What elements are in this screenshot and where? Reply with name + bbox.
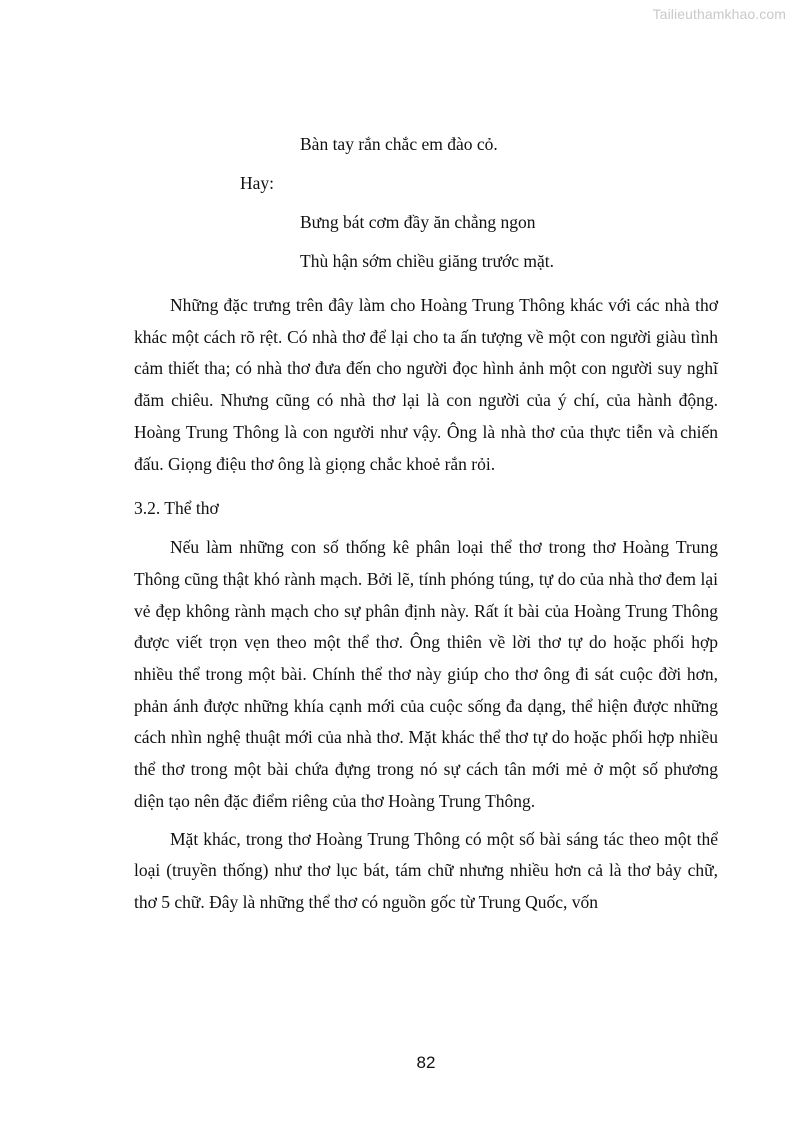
body-paragraph: Nếu làm những con số thống kê phân loại thể thơ trong thơ Hoàng Trung Thông cũng thật khó rành mạch. Bởi lẽ, tính phóng túng, tự do của nhà thơ đem lại vẻ đẹp không rành mạch cho sự phân định này. Rất ít bài của Hoàng Trung Thông được viết trọn vẹn theo một thể thơ. Ông thiên về lời thơ tự do hoặc phối hợp nhiều thể trong một bài. Chính thể thơ này giúp cho thơ ông đi sát cuộc đời hơn, phản ánh được những khía cạnh mới của cuộc sống đa dạng, thể hiện được những cách nhìn nghệ thuật mới của nhà thơ. Mặt khác thể thơ tự do hoặc phối hợp nhiều thể thơ trong một bài chứa đựng trong nó sự cách tân mới mẻ ở một số phương diện tạo nên đặc điểm riêng của thơ Hoàng Trung Thông. (134, 537, 718, 811)
body-paragraph: Mặt khác, trong thơ Hoàng Trung Thông có một số bài sáng tác theo một thể loại (truyền thống) như thơ lục bát, tám chữ nhưng nhiều hơn cả là thơ bảy chữ, thơ 5 chữ. Đây là những thể thơ có nguồn gốc từ Trung Quốc, vốn (134, 828, 718, 912)
document-page (134, 128, 718, 919)
verse-line: Bưng bát cơm đầy ăn chẳng ngon (300, 212, 536, 232)
verse-intro-hay: Hay: (240, 173, 275, 193)
verse-line: Thù hận sớm chiều giăng trước mặt. (300, 251, 554, 271)
verse-line: Bàn tay rắn chắc em đào cỏ. (300, 134, 498, 154)
page-number: 82 (416, 1053, 436, 1072)
watermark-text: Tailieuthamkhao.com (652, 6, 786, 22)
section-heading: 3.2. Thể thơ (134, 498, 219, 519)
body-paragraph: Những đặc trưng trên đây làm cho Hoàng Trung Thông khác với các nhà thơ khác một cách rõ rệt. Có nhà thơ để lại cho ta ấn tượng về một con người giàu tình cảm thiết tha; có nhà thơ đưa đến cho người đọc hình ảnh một con người suy nghĩ đăm chiêu. Nhưng cũng có nhà thơ lại là con người của ý chí, của hành động. Hoàng Trung Thông là con người như vậy. Ông là nhà thơ của thực tiễn và chiến đấu. Giọng điệu thơ ông là giọng chắc khoẻ rắn rỏi. (134, 295, 718, 474)
